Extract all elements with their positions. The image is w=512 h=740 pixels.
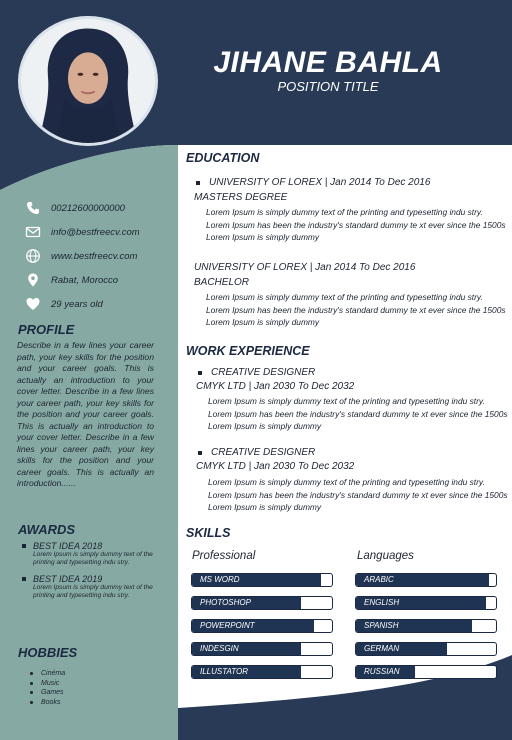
profile-text: Describe in a few lines your career path, your key skills for the position and your career goals. This is actually an introduction to your cover letter. Describe in a few lines your career path, your key skills for the position and your career goals. This is actually an introduction to your cover letter. Describe in a few lines your career path, your key skills for the position and your career goals. This is actually an introduction...... [17, 340, 154, 488]
professional-skill-bar [191, 573, 333, 587]
language-skill-bar [355, 596, 497, 610]
hobby-item [30, 669, 65, 679]
award-item [22, 541, 157, 567]
languages-title: Languages [357, 550, 414, 562]
language-skill-bar [355, 619, 497, 633]
professional-skill-bar [191, 665, 333, 679]
email-text[interactable]: info@bestfreecv.com [51, 226, 140, 238]
hobby-item [30, 679, 65, 689]
award-title: BEST IDEA 2018 [33, 541, 103, 551]
hobby-label: Cinéma [41, 670, 66, 678]
hobbies-list [30, 669, 65, 707]
skill-label: ENGLISH [364, 598, 400, 607]
hobby-label: Games [41, 689, 64, 697]
location-icon [24, 271, 42, 289]
experience-desc: Lorem Ipsum is simply dummy text of the printing and typesetting indu stry. Lorem Ipsum has been the industry's standard dummy te xt ever since the 1500s Lorem Ipsum is simply dummy [208, 477, 508, 513]
education-degree: MASTERS DEGREE [194, 192, 288, 203]
avatar [21, 19, 155, 143]
email-icon [24, 223, 42, 241]
professional-skill-bar [191, 642, 333, 656]
skill-label: INDESGIN [200, 644, 239, 653]
experience-company: CMYK LTD | Jan 2030 To Dec 2032 [196, 381, 355, 392]
education-heading: EDUCATION [186, 151, 260, 165]
hobby-item [30, 698, 65, 708]
awards-list [22, 541, 157, 607]
contact-age [24, 292, 174, 316]
skill-label: POWERPOINT [200, 621, 255, 630]
bullet [22, 544, 26, 548]
school-text: UNIVERSITY OF LOREX | Jan 2014 To Dec 2016 [194, 262, 416, 273]
contact-list [24, 196, 174, 316]
skills-heading: SKILLS [186, 526, 231, 540]
experience-role [198, 447, 315, 458]
contact-email [24, 220, 174, 244]
education-school [196, 177, 430, 188]
education-degree: BACHELOR [194, 277, 250, 288]
role-text: CREATIVE DESIGNER [211, 367, 316, 378]
skill-label: PHOTOSHOP [200, 598, 251, 607]
heart-icon [24, 295, 42, 313]
contact-location [24, 268, 174, 292]
website-text[interactable]: www.bestfreecv.com [51, 250, 138, 262]
contact-website [24, 244, 174, 268]
school-text: UNIVERSITY OF LOREX | Jan 2014 To Dec 2016 [209, 177, 431, 188]
award-item [22, 574, 157, 600]
experience-heading: WORK EXPERIENCE [186, 344, 310, 358]
hobby-label: Music [41, 679, 60, 687]
bullet [30, 672, 33, 675]
skill-label: RUSSIAN [364, 667, 400, 676]
experience-company: CMYK LTD | Jan 2030 To Dec 2032 [196, 461, 355, 472]
language-skill-bar [355, 573, 497, 587]
awards-heading: AWARDS [18, 522, 76, 537]
experience-desc: Lorem Ipsum is simply dummy text of the printing and typesetting indu stry. Lorem Ipsum has been the industry's standard dummy te xt ever since the 1500s Lorem Ipsum is simply dummy [208, 396, 508, 432]
professional-skills-title: Professional [192, 550, 256, 562]
education-desc: Lorem Ipsum is simply dummy text of the printing and typesetting indu stry. Lorem Ipsum has been the industry's standard dummy te xt ever since the 1500s Lorem Ipsum is simply dummy [206, 292, 506, 328]
language-skill-bar [355, 642, 497, 656]
bullet [196, 181, 200, 185]
bullet [30, 701, 33, 704]
candidate-name: JIHANE BAHLA [213, 46, 443, 79]
hobby-label: Books [41, 698, 61, 706]
education-desc: Lorem Ipsum is simply dummy text of the printing and typesetting indu stry. Lorem Ipsum has been the industry's standard dummy te xt ever since the 1500s Lorem Ipsum is simply dummy [206, 207, 506, 243]
profile-photo [18, 16, 158, 146]
age-text: 29 years old [51, 298, 103, 310]
bullet [30, 682, 33, 685]
bullet [198, 451, 202, 455]
position-title: POSITION TITLE [277, 79, 379, 94]
role-text: CREATIVE DESIGNER [211, 447, 316, 458]
bullet [198, 371, 202, 375]
award-desc: Lorem Ipsum is simply dummy text of the printing and typesetting indu stry. [33, 584, 153, 599]
contact-phone [24, 196, 174, 220]
skill-label: ILLUSTATOR [200, 667, 249, 676]
education-school [194, 262, 415, 273]
professional-skill-bar [191, 596, 333, 610]
profile-heading: PROFILE [18, 322, 75, 337]
globe-icon [24, 247, 42, 265]
phone-text[interactable]: 00212600000000 [51, 202, 125, 214]
skill-label: SPANISH [364, 621, 399, 630]
phone-icon [24, 199, 42, 217]
skill-label: ARABIC [364, 575, 394, 584]
award-desc: Lorem Ipsum is simply dummy text of the printing and typesetting indu stry. [33, 551, 153, 566]
hobby-item [30, 688, 65, 698]
location-text: Rabat, Morocco [51, 274, 119, 286]
hobbies-heading: HOBBIES [18, 645, 78, 660]
skill-label: GERMAN [364, 644, 400, 653]
language-skill-bar [355, 665, 497, 679]
skill-label: MS WORD [200, 575, 240, 584]
bullet [30, 691, 33, 694]
bullet [22, 577, 26, 581]
award-title: BEST IDEA 2019 [33, 574, 103, 584]
professional-skill-bar [191, 619, 333, 633]
experience-role [198, 367, 315, 378]
